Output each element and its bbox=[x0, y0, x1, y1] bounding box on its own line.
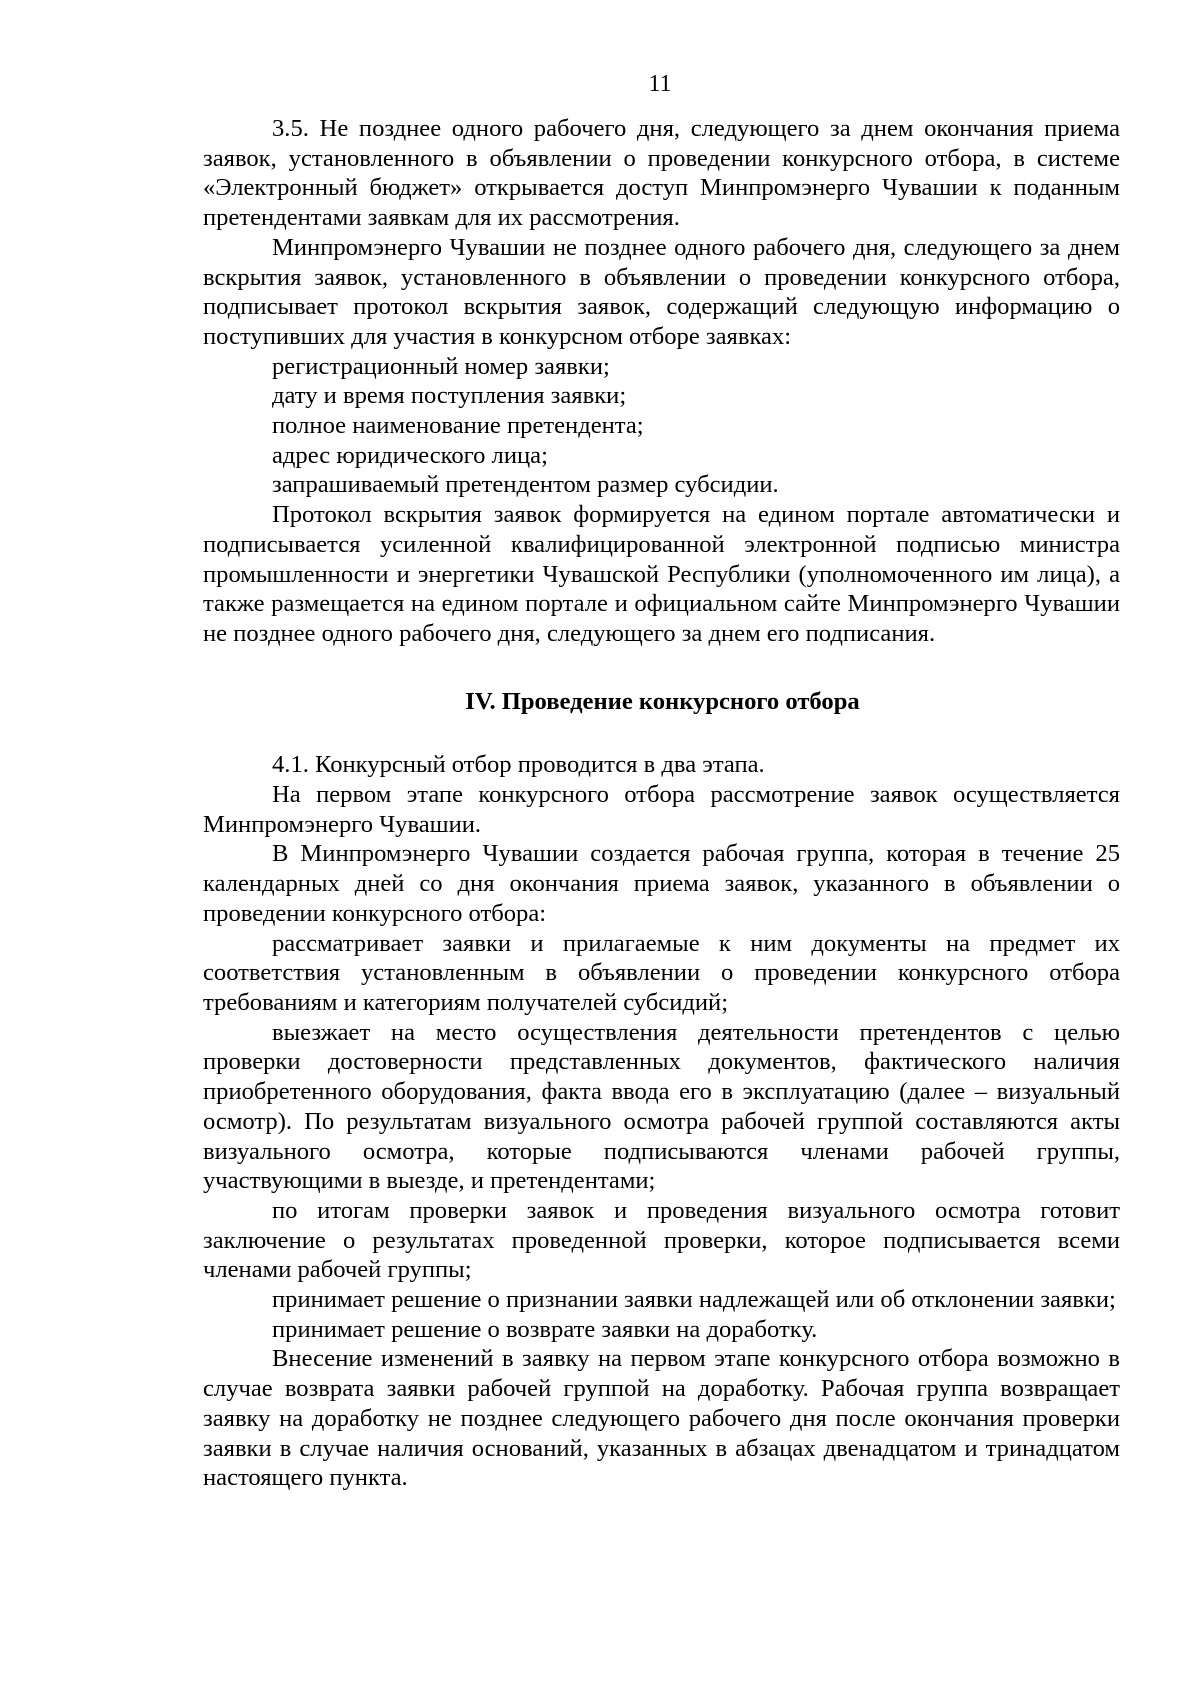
section-spacer bbox=[203, 649, 1120, 669]
paragraph-first-stage: На первом этапе конкурсного отбора рассмотрение заявок осуществляется Минпромэнерго Чувашии. bbox=[203, 781, 1120, 838]
paragraph-3-5: 3.5. Не позднее одного рабочего дня, следующего за днем окончания приема заявок, установленного в объявлении о проведении конкурсного отбора, в системе «Электронный бюджет» открывается доступ Минпромэнерго Чувашии к поданным претендентами заявкам для их рассмотрения. bbox=[203, 115, 1120, 232]
paragraph-4-1: 4.1. Конкурсный отбор проводится в два этапа. bbox=[272, 751, 765, 779]
list-item-subsidy-amount: запрашиваемый претендентом размер субсидии. bbox=[272, 471, 779, 499]
list-item-registration-number: регистрационный номер заявки; bbox=[272, 352, 610, 380]
paragraph-protocol-signing: Минпромэнерго Чувашии не позднее одного рабочего дня, следующего за днем вскрытия заявок, установленного в объявлении о проведении конкурсного отбора, подписывает протокол вскрытия заявок, содержащий следующую информацию о поступивших для участия в конкурсном отборе заявках: bbox=[203, 233, 1120, 350]
paragraph-protocol-formation: Протокол вскрытия заявок формируется на едином портале автоматически и подписывается усиленной квалифицированной электронной подписью министра промышленности и энергетики Чувашской Республики (уполномоченного им лица), а также размещается на едином портале и официальном сайте Минпромэнерго Чувашии не позднее одного рабочего дня, следующего за днем его подписания. bbox=[203, 501, 1120, 647]
list-item-full-name: полное наименование претендента; bbox=[272, 412, 644, 440]
list-item-decision-recognition: принимает решение о признании заявки надлежащей или об отклонении заявки; bbox=[272, 1286, 1116, 1314]
paragraph-amendments: Внесение изменений в заявку на первом этапе конкурсного отбора возможно в случае возврата заявки рабочей группой на доработку. Рабочая группа возвращает заявку на доработку не позднее следующего рабочего дня после окончания проверки заявки в случае наличия оснований, указанных в абзацах двенадцатом и тринадцатом настоящего пункта. bbox=[203, 1345, 1120, 1492]
list-item-date-time: дату и время поступления заявки; bbox=[272, 382, 627, 410]
list-item-reviews-applications: рассматривает заявки и прилагаемые к ним документы на предмет их соответствия установленным в объявлении о проведении конкурсного отбора требованиям и категориям получателей субсидий; bbox=[203, 929, 1120, 1016]
page-number: 11 bbox=[648, 71, 672, 97]
document-body bbox=[203, 114, 1120, 1493]
list-item-decision-return: принимает решение о возврате заявки на доработку. bbox=[272, 1315, 818, 1343]
list-item-legal-address: адрес юридического лица; bbox=[272, 441, 548, 469]
list-item-prepares-conclusion: по итогам проверки заявок и проведения визуального осмотра готовит заключение о результатах проведенной проверки, которое подписывается всеми членами рабочей группы; bbox=[203, 1196, 1120, 1284]
section-heading: IV. Проведение конкурсного отбора bbox=[465, 687, 860, 715]
list-item-visual-inspection: выезжает на место осуществления деятельности претендентов с целью проверки достоверности представленных документов, фактического наличия приобретенного оборудования, факта ввода его в эксплуатацию (далее – визуальный осмотр). По результатам визуального осмотра рабочей группой составляются акты визуального осмотра, которые подписываются членами рабочей группы, участвующими в выезде, и претендентами; bbox=[203, 1018, 1120, 1195]
paragraph-working-group: В Минпромэнерго Чувашии создается рабочая группа, которая в течение 25 календарных дней со дня окончания приема заявок, указанного в объявлении о проведении конкурсного отбора: bbox=[203, 840, 1120, 927]
